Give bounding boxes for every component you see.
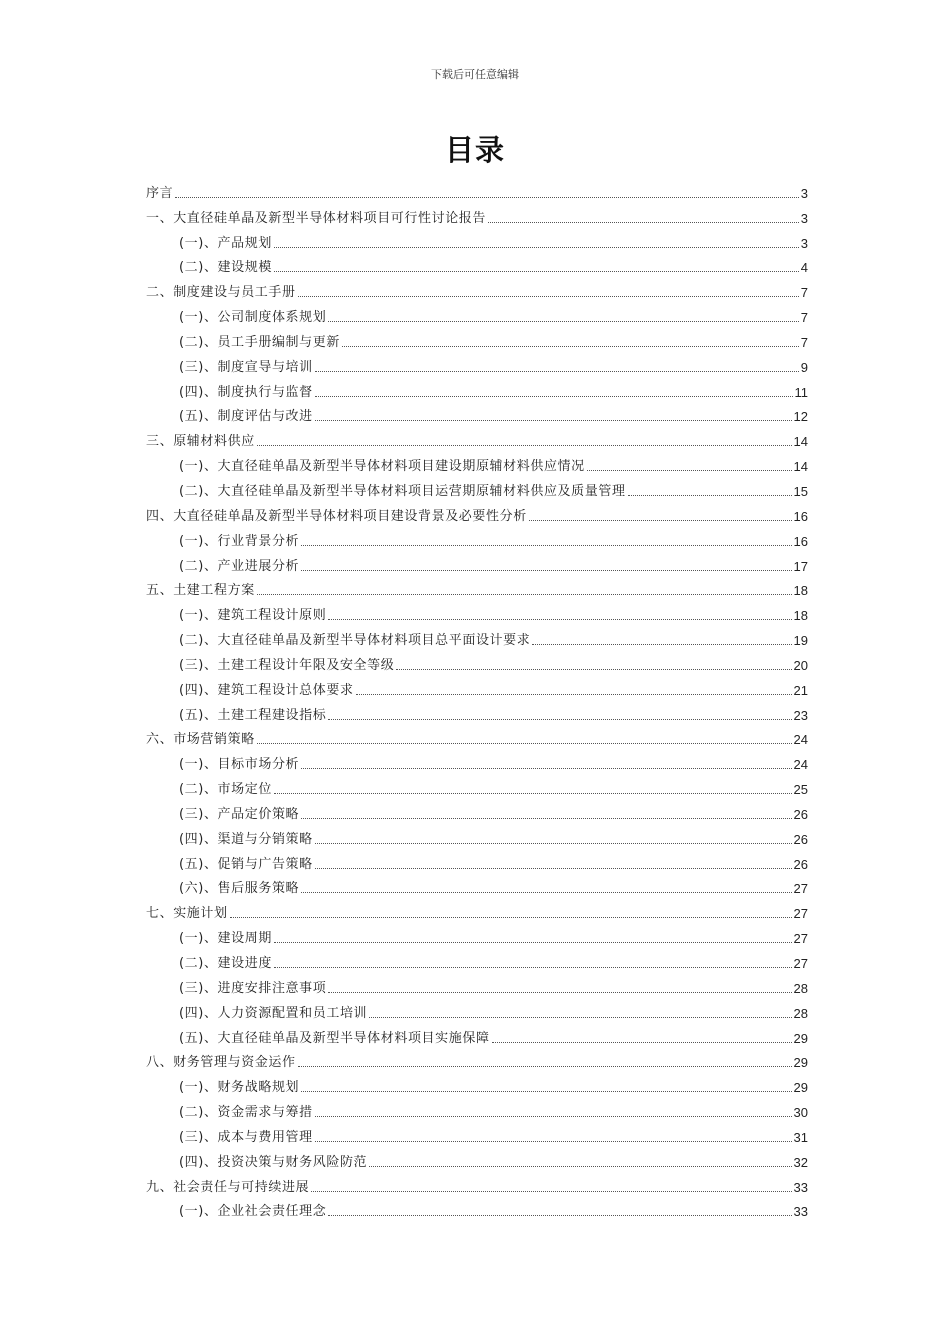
toc-dot-leader xyxy=(315,420,792,421)
toc-dot-leader xyxy=(315,396,793,397)
toc-entry-label: (二)、产业进展分析 xyxy=(179,558,300,574)
toc-dot-leader xyxy=(488,222,799,223)
toc-page-number: 12 xyxy=(793,409,808,425)
toc-entry-label: 一、大直径硅单晶及新型半导体材料项目可行性讨论报告 xyxy=(146,210,487,226)
toc-page-number: 27 xyxy=(793,956,808,971)
toc-page-number: 14 xyxy=(793,459,808,475)
toc-page-number: 27 xyxy=(793,931,808,947)
toc-entry[interactable] xyxy=(146,872,808,897)
toc-dot-leader xyxy=(257,445,792,446)
toc-entry-label: (五)、土建工程建设指标 xyxy=(179,707,327,723)
toc-dot-leader xyxy=(396,669,791,670)
toc-entry-label: (二)、建设进度 xyxy=(179,956,272,971)
toc-entry[interactable] xyxy=(146,598,808,623)
toc-page-number: 27 xyxy=(793,881,808,897)
toc-entry-label: (三)、制度宣导与培训 xyxy=(179,359,313,375)
toc-dot-leader xyxy=(315,1116,792,1117)
toc-dot-leader xyxy=(175,197,799,198)
toc-entry[interactable] xyxy=(146,201,808,226)
toc-page-number: 16 xyxy=(793,533,808,549)
toc-page-number: 32 xyxy=(793,1154,808,1170)
toc-entry[interactable] xyxy=(146,499,808,524)
toc-page-number: 17 xyxy=(793,558,808,574)
toc-entry-label: (三)、进度安排注意事项 xyxy=(179,980,327,996)
toc-page-number: 7 xyxy=(800,285,808,301)
toc-entry-label: (六)、售后服务策略 xyxy=(179,881,300,897)
toc-entry-label: (一)、企业社会责任理念 xyxy=(179,1204,327,1220)
toc-page-number: 3 xyxy=(800,235,808,251)
toc-entry[interactable] xyxy=(146,574,808,599)
toc-page-number: 18 xyxy=(793,583,808,599)
toc-page-number: 31 xyxy=(793,1129,808,1145)
toc-entry-label: (二)、大直径硅单晶及新型半导体材料项目运营期原辅材料供应及质量管理 xyxy=(179,483,626,499)
toc-dot-leader xyxy=(301,1091,791,1092)
toc-page-number: 18 xyxy=(793,608,808,624)
toc-dot-leader xyxy=(587,470,792,471)
toc-entry[interactable] xyxy=(146,400,808,425)
toc-dot-leader xyxy=(315,371,799,372)
toc-entry-label: 三、原辅材料供应 xyxy=(146,434,255,450)
toc-entry-label: 四、大直径硅单晶及新型半导体材料项目建设背景及必要性分析 xyxy=(146,508,527,524)
toc-entry[interactable] xyxy=(146,946,808,971)
toc-page-number: 11 xyxy=(794,384,808,400)
toc-entry[interactable] xyxy=(146,251,808,276)
toc-entry[interactable] xyxy=(146,1070,808,1095)
toc-entry-label: (四)、制度执行与监督 xyxy=(179,384,313,400)
toc-entry-label: (五)、制度评估与改进 xyxy=(179,409,313,425)
toc-entry[interactable] xyxy=(146,176,808,201)
toc-entry-label: (二)、建设规模 xyxy=(179,260,272,276)
toc-entry[interactable] xyxy=(146,1195,808,1220)
toc-dot-leader xyxy=(301,768,791,769)
toc-dot-leader xyxy=(301,570,791,571)
toc-dot-leader xyxy=(298,296,799,297)
toc-entry-label: 八、财务管理与资金运作 xyxy=(146,1055,296,1071)
toc-page-number: 19 xyxy=(793,633,808,649)
toc-entry[interactable] xyxy=(146,896,808,921)
toc-page-number: 21 xyxy=(793,682,808,698)
toc-entry-label: (二)、资金需求与筹措 xyxy=(179,1105,313,1121)
toc-page-number: 23 xyxy=(793,707,808,723)
toc-entry-label: (一)、建设周期 xyxy=(179,931,272,947)
toc-page-number: 25 xyxy=(793,782,808,798)
toc-entry-label: 序言 xyxy=(146,185,174,201)
toc-dot-leader xyxy=(274,793,792,794)
toc-entry-label: (四)、投资决策与财务风险防范 xyxy=(179,1154,368,1170)
toc-dot-leader xyxy=(257,743,792,744)
toc-entry[interactable] xyxy=(146,1095,808,1120)
toc-dot-leader xyxy=(328,1215,791,1216)
toc-dot-leader xyxy=(628,495,792,496)
toc-page-number: 3 xyxy=(800,210,808,226)
toc-dot-leader xyxy=(328,992,791,993)
toc-page-number: 24 xyxy=(793,732,808,748)
toc-entry-label: (一)、行业背景分析 xyxy=(179,533,300,549)
toc-entry-label: (二)、市场定位 xyxy=(179,782,272,798)
toc-entry[interactable] xyxy=(146,772,808,797)
toc-entry-label: 二、制度建设与员工手册 xyxy=(146,285,296,301)
toc-dot-leader xyxy=(301,545,791,546)
toc-entry[interactable] xyxy=(146,524,808,549)
toc-entry-label: (五)、促销与广告策略 xyxy=(179,856,313,872)
toc-dot-leader xyxy=(369,1166,791,1167)
toc-entry[interactable] xyxy=(146,623,808,648)
toc-entry[interactable] xyxy=(146,325,808,350)
toc-dot-leader xyxy=(532,644,791,645)
toc-entry-label: (五)、大直径硅单晶及新型半导体材料项目实施保障 xyxy=(179,1030,490,1046)
toc-entry[interactable] xyxy=(146,971,808,996)
toc-entry-label: (二)、大直径硅单晶及新型半导体材料项目总平面设计要求 xyxy=(179,633,531,649)
toc-dot-leader xyxy=(328,619,791,620)
toc-dot-leader xyxy=(274,967,792,968)
toc-entry[interactable] xyxy=(146,226,808,251)
toc-page-number: 30 xyxy=(793,1105,808,1121)
table-of-contents xyxy=(146,176,808,1219)
toc-dot-leader xyxy=(342,346,799,347)
toc-entry[interactable] xyxy=(146,921,808,946)
toc-entry[interactable] xyxy=(146,1170,808,1195)
toc-entry[interactable] xyxy=(146,375,808,400)
toc-entry[interactable] xyxy=(146,822,808,847)
toc-page-number: 14 xyxy=(793,434,808,450)
toc-entry-label: (四)、人力资源配置和员工培训 xyxy=(179,1005,368,1021)
toc-entry-label: (一)、产品规划 xyxy=(179,235,272,251)
toc-entry[interactable] xyxy=(146,698,808,723)
toc-entry-label: (一)、公司制度体系规划 xyxy=(179,310,327,326)
toc-dot-leader xyxy=(529,520,792,521)
toc-page-number: 28 xyxy=(793,980,808,996)
toc-page-number: 26 xyxy=(793,806,808,822)
toc-dot-leader xyxy=(274,942,792,943)
toc-page-number: 33 xyxy=(793,1204,808,1220)
toc-dot-leader xyxy=(311,1191,791,1192)
toc-page-number: 7 xyxy=(800,334,808,350)
toc-entry[interactable] xyxy=(146,449,808,474)
toc-page-number: 24 xyxy=(793,757,808,773)
toc-entry[interactable] xyxy=(146,275,808,300)
toc-page-number: 20 xyxy=(793,657,808,673)
toc-entry[interactable] xyxy=(146,648,808,673)
toc-page-number: 29 xyxy=(793,1055,808,1071)
toc-dot-leader xyxy=(301,818,791,819)
toc-entry[interactable] xyxy=(146,847,808,872)
toc-entry[interactable] xyxy=(146,549,808,574)
toc-dot-leader xyxy=(315,1141,792,1142)
toc-page-number: 29 xyxy=(793,1030,808,1046)
toc-page-number: 27 xyxy=(793,906,808,922)
toc-page-number: 3 xyxy=(800,185,808,201)
toc-page-number: 16 xyxy=(793,508,808,524)
toc-entry[interactable] xyxy=(146,350,808,375)
toc-page-number: 26 xyxy=(793,856,808,872)
toc-entry-label: (二)、员工手册编制与更新 xyxy=(179,334,340,350)
toc-dot-leader xyxy=(257,594,792,595)
toc-entry[interactable] xyxy=(146,996,808,1021)
toc-dot-leader xyxy=(492,1042,792,1043)
toc-entry-label: 五、土建工程方案 xyxy=(146,583,255,599)
toc-dot-leader xyxy=(274,271,799,272)
toc-page-number: 26 xyxy=(793,831,808,847)
toc-entry[interactable] xyxy=(146,474,808,499)
toc-entry[interactable] xyxy=(146,1021,808,1046)
toc-page-number: 15 xyxy=(793,483,808,499)
toc-entry-label: (三)、产品定价策略 xyxy=(179,806,300,822)
toc-dot-leader xyxy=(230,917,792,918)
toc-page-number: 9 xyxy=(800,359,808,375)
toc-page-number: 7 xyxy=(800,310,808,326)
toc-entry-label: (一)、目标市场分析 xyxy=(179,757,300,773)
toc-page-number: 4 xyxy=(800,260,808,276)
toc-page-number: 28 xyxy=(793,1005,808,1021)
page-header: 下载后可任意编辑 xyxy=(431,68,519,81)
toc-entry-label: 九、社会责任与可持续进展 xyxy=(146,1179,310,1195)
toc-dot-leader xyxy=(328,719,791,720)
toc-entry[interactable] xyxy=(146,747,808,772)
toc-dot-leader xyxy=(301,892,791,893)
toc-entry[interactable] xyxy=(146,1046,808,1071)
toc-entry-label: (三)、土建工程设计年限及安全等级 xyxy=(179,657,395,673)
toc-dot-leader xyxy=(356,694,792,695)
toc-entry-label: (四)、建筑工程设计总体要求 xyxy=(179,682,354,698)
toc-entry[interactable] xyxy=(146,1145,808,1170)
toc-dot-leader xyxy=(274,247,799,248)
toc-entry[interactable] xyxy=(146,797,808,822)
toc-entry-label: (一)、财务战略规划 xyxy=(179,1080,300,1096)
toc-entry[interactable] xyxy=(146,1120,808,1145)
toc-entry-label: 七、实施计划 xyxy=(146,906,228,922)
toc-entry-label: (一)、大直径硅单晶及新型半导体材料项目建设期原辅材料供应情况 xyxy=(179,459,585,475)
toc-dot-leader xyxy=(369,1017,791,1018)
toc-page-number: 33 xyxy=(793,1179,808,1195)
toc-entry-label: 六、市场营销策略 xyxy=(146,732,255,748)
toc-dot-leader xyxy=(328,321,798,322)
toc-dot-leader xyxy=(315,843,792,844)
toc-entry-label: (四)、渠道与分销策略 xyxy=(179,831,313,847)
toc-entry-label: (三)、成本与费用管理 xyxy=(179,1129,313,1145)
toc-page-number: 29 xyxy=(793,1080,808,1096)
toc-entry[interactable] xyxy=(146,673,808,698)
toc-entry[interactable] xyxy=(146,723,808,748)
toc-dot-leader xyxy=(298,1066,792,1067)
toc-dot-leader xyxy=(315,868,792,869)
page-title: 目录 xyxy=(444,133,505,167)
toc-entry-label: (一)、建筑工程设计原则 xyxy=(179,608,327,624)
toc-entry[interactable] xyxy=(146,300,808,325)
toc-entry[interactable] xyxy=(146,424,808,449)
